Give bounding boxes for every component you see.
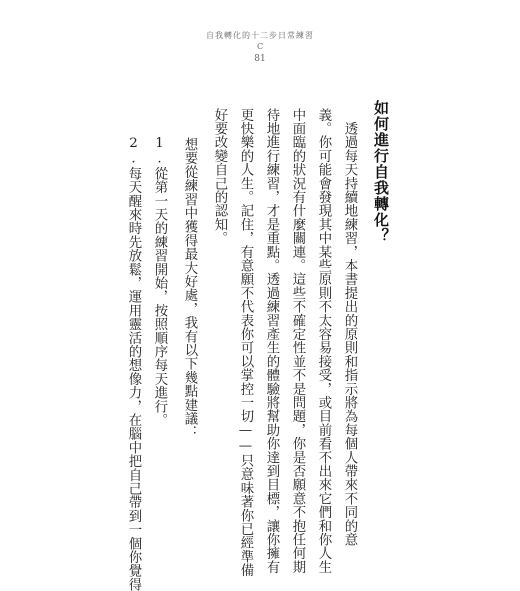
paragraph-line-4: 待地進行練習，才是重點。透過練習產生的體驗將幫助你達到目標，讓你擁有 [264, 108, 279, 574]
intro-line: 想要從練習中獲得最大好處，我有以下幾點建議： [182, 124, 197, 440]
running-header [0, 30, 520, 65]
paragraph-line-6: 好要改變自己的認知。 [212, 108, 227, 245]
paragraph-line-1: 透過每天持續地練習，本書提出的原則和指示將為每個人帶來不同的意 [342, 108, 357, 547]
list-item-1: 1.從第一天的練習開始，按照順序每天進行。 [152, 136, 167, 427]
section-heading: 如何進行自我轉化？ [372, 100, 390, 244]
paragraph-line-3: 中面臨的狀況有什麼關連。這些不確定性並不是問題，你是否願意不抱任何期 [290, 108, 305, 574]
page-number: 81 [254, 54, 266, 64]
book-title: 自我轉化的十二步日常練習 [206, 31, 314, 40]
paragraph-line-5: 更快樂的人生。記住，有意願不代表你可以掌控一切——只意味著你已經準備 [238, 108, 253, 577]
list-item-2: 2.每天醒來時先放鬆，運用靈活的想像力，在腦中把自己帶到一個你覺得 [126, 136, 141, 591]
header-mark: C [256, 42, 264, 51]
paragraph-line-2: 義。你可能會發現其中某些原則不太容易接受，或目前看不出來它們和你人生 [316, 108, 331, 574]
